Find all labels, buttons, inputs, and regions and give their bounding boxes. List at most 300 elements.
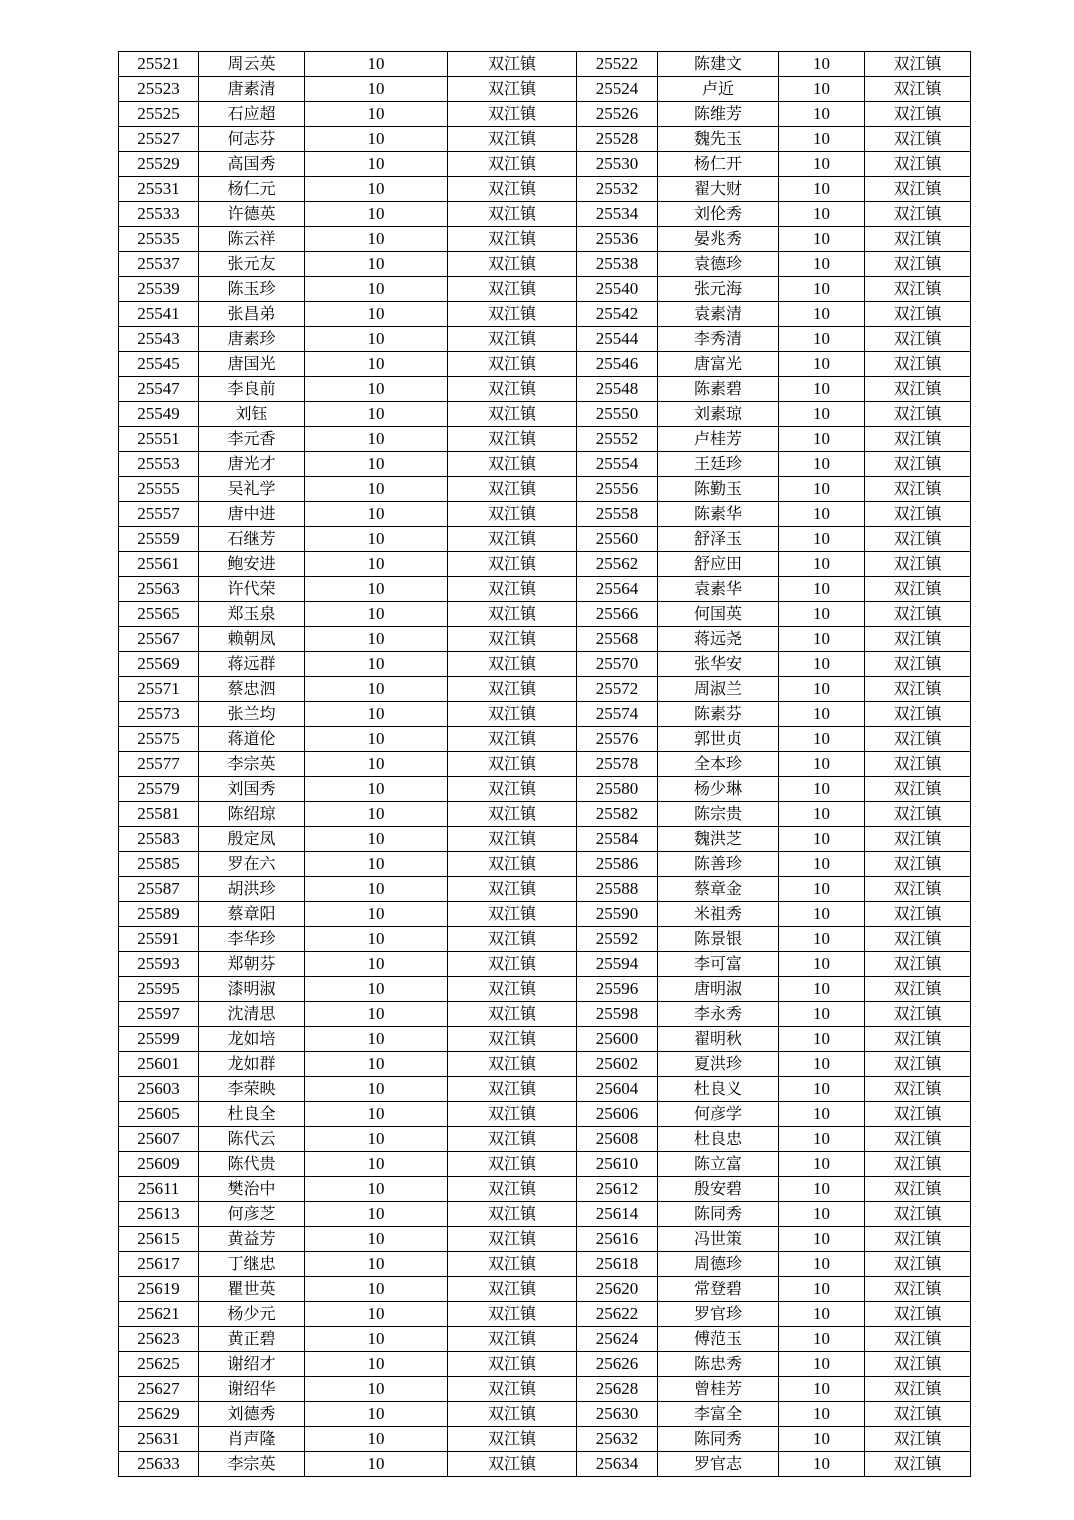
amount-cell: 10 (305, 352, 448, 377)
record-number-cell: 25545 (119, 352, 199, 377)
person-name-cell: 蒋远群 (199, 652, 305, 677)
table-row (119, 602, 971, 627)
amount-cell: 10 (305, 577, 448, 602)
amount-cell: 10 (305, 752, 448, 777)
register-table (118, 51, 971, 1477)
person-name-cell: 周德珍 (658, 1252, 779, 1277)
person-name-cell: 陈建文 (658, 52, 779, 77)
town-cell: 双江镇 (448, 402, 577, 427)
town-cell: 双江镇 (448, 952, 577, 977)
town-cell: 双江镇 (865, 877, 971, 902)
amount-cell: 10 (779, 652, 865, 677)
record-number-cell: 25593 (119, 952, 199, 977)
table-row (119, 802, 971, 827)
person-name-cell: 曾桂芳 (658, 1377, 779, 1402)
amount-cell: 10 (305, 902, 448, 927)
table-row (119, 752, 971, 777)
town-cell: 双江镇 (448, 652, 577, 677)
record-number-cell: 25584 (577, 827, 658, 852)
table-row (119, 577, 971, 602)
town-cell: 双江镇 (448, 1427, 577, 1452)
amount-cell: 10 (305, 927, 448, 952)
record-number-cell: 25576 (577, 727, 658, 752)
person-name-cell: 何志芬 (199, 127, 305, 152)
town-cell: 双江镇 (865, 752, 971, 777)
town-cell: 双江镇 (865, 652, 971, 677)
person-name-cell: 赖朝凤 (199, 627, 305, 652)
person-name-cell: 张元海 (658, 277, 779, 302)
amount-cell: 10 (305, 227, 448, 252)
person-name-cell: 李元香 (199, 427, 305, 452)
town-cell: 双江镇 (865, 127, 971, 152)
person-name-cell: 舒泽玉 (658, 527, 779, 552)
town-cell: 双江镇 (865, 227, 971, 252)
record-number-cell: 25578 (577, 752, 658, 777)
person-name-cell: 郭世贞 (658, 727, 779, 752)
town-cell: 双江镇 (865, 727, 971, 752)
town-cell: 双江镇 (865, 1052, 971, 1077)
town-cell: 双江镇 (865, 1227, 971, 1252)
town-cell: 双江镇 (448, 1402, 577, 1427)
town-cell: 双江镇 (448, 902, 577, 927)
town-cell: 双江镇 (448, 352, 577, 377)
amount-cell: 10 (305, 477, 448, 502)
record-number-cell: 25616 (577, 1227, 658, 1252)
amount-cell: 10 (305, 1252, 448, 1277)
person-name-cell: 张华安 (658, 652, 779, 677)
record-number-cell: 25534 (577, 202, 658, 227)
record-number-cell: 25582 (577, 802, 658, 827)
amount-cell: 10 (779, 352, 865, 377)
person-name-cell: 杨少元 (199, 1302, 305, 1327)
person-name-cell: 卢近 (658, 77, 779, 102)
table-row (119, 502, 971, 527)
table-row (119, 677, 971, 702)
town-cell: 双江镇 (865, 602, 971, 627)
record-number-cell: 25569 (119, 652, 199, 677)
amount-cell: 10 (779, 377, 865, 402)
person-name-cell: 刘伦秀 (658, 202, 779, 227)
record-number-cell: 25627 (119, 1377, 199, 1402)
person-name-cell: 石继芳 (199, 527, 305, 552)
record-number-cell: 25552 (577, 427, 658, 452)
town-cell: 双江镇 (448, 452, 577, 477)
table-row (119, 902, 971, 927)
table-row (119, 627, 971, 652)
amount-cell: 10 (305, 952, 448, 977)
town-cell: 双江镇 (448, 1277, 577, 1302)
record-number-cell: 25601 (119, 1052, 199, 1077)
record-number-cell: 25606 (577, 1102, 658, 1127)
record-number-cell: 25587 (119, 877, 199, 902)
town-cell: 双江镇 (865, 1402, 971, 1427)
town-cell: 双江镇 (448, 927, 577, 952)
person-name-cell: 杜良义 (658, 1077, 779, 1102)
table-row (119, 1002, 971, 1027)
amount-cell: 10 (779, 777, 865, 802)
town-cell: 双江镇 (448, 477, 577, 502)
person-name-cell: 晏兆秀 (658, 227, 779, 252)
record-number-cell: 25528 (577, 127, 658, 152)
amount-cell: 10 (779, 302, 865, 327)
record-number-cell: 25559 (119, 527, 199, 552)
record-number-cell: 25585 (119, 852, 199, 877)
table-row (119, 1227, 971, 1252)
record-number-cell: 25617 (119, 1252, 199, 1277)
amount-cell: 10 (305, 1202, 448, 1227)
amount-cell: 10 (779, 752, 865, 777)
amount-cell: 10 (305, 1052, 448, 1077)
amount-cell: 10 (305, 152, 448, 177)
amount-cell: 10 (779, 952, 865, 977)
amount-cell: 10 (305, 502, 448, 527)
record-number-cell: 25530 (577, 152, 658, 177)
person-name-cell: 龙如培 (199, 1027, 305, 1052)
amount-cell: 10 (779, 227, 865, 252)
person-name-cell: 陈玉珍 (199, 277, 305, 302)
record-number-cell: 25548 (577, 377, 658, 402)
amount-cell: 10 (779, 552, 865, 577)
town-cell: 双江镇 (448, 852, 577, 877)
amount-cell: 10 (779, 1127, 865, 1152)
record-number-cell: 25580 (577, 777, 658, 802)
amount-cell: 10 (779, 1152, 865, 1177)
amount-cell: 10 (779, 877, 865, 902)
record-number-cell: 25537 (119, 252, 199, 277)
town-cell: 双江镇 (448, 277, 577, 302)
person-name-cell: 李富全 (658, 1402, 779, 1427)
table-row (119, 352, 971, 377)
town-cell: 双江镇 (448, 127, 577, 152)
person-name-cell: 谢绍华 (199, 1377, 305, 1402)
town-cell: 双江镇 (448, 177, 577, 202)
amount-cell: 10 (305, 1027, 448, 1052)
town-cell: 双江镇 (865, 327, 971, 352)
town-cell: 双江镇 (865, 1102, 971, 1127)
amount-cell: 10 (305, 1127, 448, 1152)
record-number-cell: 25630 (577, 1402, 658, 1427)
amount-cell: 10 (779, 427, 865, 452)
amount-cell: 10 (305, 727, 448, 752)
person-name-cell: 杜良忠 (658, 1127, 779, 1152)
record-number-cell: 25600 (577, 1027, 658, 1052)
town-cell: 双江镇 (448, 1327, 577, 1352)
amount-cell: 10 (779, 1027, 865, 1052)
record-number-cell: 25612 (577, 1177, 658, 1202)
person-name-cell: 许代荣 (199, 577, 305, 602)
table-row (119, 1102, 971, 1127)
table-row (119, 1402, 971, 1427)
amount-cell: 10 (779, 527, 865, 552)
amount-cell: 10 (305, 302, 448, 327)
town-cell: 双江镇 (865, 527, 971, 552)
town-cell: 双江镇 (865, 977, 971, 1002)
record-number-cell: 25562 (577, 552, 658, 577)
record-number-cell: 25575 (119, 727, 199, 752)
record-number-cell: 25605 (119, 1102, 199, 1127)
record-number-cell: 25626 (577, 1352, 658, 1377)
town-cell: 双江镇 (448, 77, 577, 102)
amount-cell: 10 (779, 152, 865, 177)
person-name-cell: 陈同秀 (658, 1202, 779, 1227)
town-cell: 双江镇 (865, 777, 971, 802)
record-number-cell: 25568 (577, 627, 658, 652)
register-sheet (118, 51, 970, 1477)
record-number-cell: 25619 (119, 1277, 199, 1302)
town-cell: 双江镇 (448, 377, 577, 402)
table-row (119, 552, 971, 577)
person-name-cell: 周淑兰 (658, 677, 779, 702)
record-number-cell: 25570 (577, 652, 658, 677)
person-name-cell: 陈勤玉 (658, 477, 779, 502)
town-cell: 双江镇 (865, 52, 971, 77)
person-name-cell: 陈立富 (658, 1152, 779, 1177)
town-cell: 双江镇 (448, 427, 577, 452)
town-cell: 双江镇 (865, 1302, 971, 1327)
record-number-cell: 25621 (119, 1302, 199, 1327)
town-cell: 双江镇 (865, 177, 971, 202)
record-number-cell: 25535 (119, 227, 199, 252)
town-cell: 双江镇 (865, 377, 971, 402)
record-number-cell: 25571 (119, 677, 199, 702)
record-number-cell: 25631 (119, 1427, 199, 1452)
record-number-cell: 25588 (577, 877, 658, 902)
town-cell: 双江镇 (865, 927, 971, 952)
record-number-cell: 25586 (577, 852, 658, 877)
record-number-cell: 25563 (119, 577, 199, 602)
person-name-cell: 杨少琳 (658, 777, 779, 802)
amount-cell: 10 (779, 902, 865, 927)
amount-cell: 10 (305, 402, 448, 427)
table-row (119, 302, 971, 327)
person-name-cell: 黄正碧 (199, 1327, 305, 1352)
person-name-cell: 傅范玉 (658, 1327, 779, 1352)
record-number-cell: 25625 (119, 1352, 199, 1377)
person-name-cell: 蔡忠泗 (199, 677, 305, 702)
record-number-cell: 25614 (577, 1202, 658, 1227)
table-row (119, 152, 971, 177)
town-cell: 双江镇 (448, 1027, 577, 1052)
town-cell: 双江镇 (865, 452, 971, 477)
record-number-cell: 25633 (119, 1452, 199, 1477)
record-number-cell: 25543 (119, 327, 199, 352)
amount-cell: 10 (305, 127, 448, 152)
amount-cell: 10 (779, 1177, 865, 1202)
town-cell: 双江镇 (865, 1177, 971, 1202)
amount-cell: 10 (305, 52, 448, 77)
town-cell: 双江镇 (448, 1227, 577, 1252)
person-name-cell: 杜良全 (199, 1102, 305, 1127)
record-number-cell: 25536 (577, 227, 658, 252)
record-number-cell: 25555 (119, 477, 199, 502)
town-cell: 双江镇 (448, 827, 577, 852)
table-row (119, 252, 971, 277)
amount-cell: 10 (779, 627, 865, 652)
amount-cell: 10 (779, 827, 865, 852)
town-cell: 双江镇 (448, 1202, 577, 1227)
amount-cell: 10 (779, 1052, 865, 1077)
record-number-cell: 25566 (577, 602, 658, 627)
town-cell: 双江镇 (448, 627, 577, 652)
town-cell: 双江镇 (448, 577, 577, 602)
town-cell: 双江镇 (865, 827, 971, 852)
town-cell: 双江镇 (448, 152, 577, 177)
town-cell: 双江镇 (865, 677, 971, 702)
town-cell: 双江镇 (865, 152, 971, 177)
record-number-cell: 25557 (119, 502, 199, 527)
town-cell: 双江镇 (865, 502, 971, 527)
record-number-cell: 25525 (119, 102, 199, 127)
record-number-cell: 25595 (119, 977, 199, 1002)
person-name-cell: 张兰均 (199, 702, 305, 727)
amount-cell: 10 (779, 327, 865, 352)
table-row (119, 77, 971, 102)
person-name-cell: 全本珍 (658, 752, 779, 777)
record-number-cell: 25615 (119, 1227, 199, 1252)
record-number-cell: 25591 (119, 927, 199, 952)
record-number-cell: 25567 (119, 627, 199, 652)
table-row (119, 1277, 971, 1302)
table-row (119, 852, 971, 877)
person-name-cell: 唐中进 (199, 502, 305, 527)
record-number-cell: 25623 (119, 1327, 199, 1352)
amount-cell: 10 (305, 1077, 448, 1102)
amount-cell: 10 (305, 327, 448, 352)
person-name-cell: 瞿世英 (199, 1277, 305, 1302)
person-name-cell: 翟明秋 (658, 1027, 779, 1052)
town-cell: 双江镇 (865, 902, 971, 927)
amount-cell: 10 (305, 702, 448, 727)
person-name-cell: 袁德珍 (658, 252, 779, 277)
record-number-cell: 25602 (577, 1052, 658, 1077)
town-cell: 双江镇 (865, 952, 971, 977)
town-cell: 双江镇 (448, 1452, 577, 1477)
amount-cell: 10 (305, 1102, 448, 1127)
amount-cell: 10 (779, 1352, 865, 1377)
amount-cell: 10 (305, 852, 448, 877)
table-row (119, 827, 971, 852)
record-number-cell: 25560 (577, 527, 658, 552)
town-cell: 双江镇 (448, 1152, 577, 1177)
table-row (119, 227, 971, 252)
amount-cell: 10 (305, 427, 448, 452)
record-number-cell: 25574 (577, 702, 658, 727)
amount-cell: 10 (779, 1427, 865, 1452)
amount-cell: 10 (305, 1227, 448, 1252)
person-name-cell: 刘素琼 (658, 402, 779, 427)
person-name-cell: 刘德秀 (199, 1402, 305, 1427)
record-number-cell: 25546 (577, 352, 658, 377)
person-name-cell: 陈代云 (199, 1127, 305, 1152)
town-cell: 双江镇 (865, 1252, 971, 1277)
record-number-cell: 25541 (119, 302, 199, 327)
town-cell: 双江镇 (448, 602, 577, 627)
table-row (119, 277, 971, 302)
town-cell: 双江镇 (448, 1302, 577, 1327)
register-body (119, 52, 971, 1477)
table-row (119, 1427, 971, 1452)
person-name-cell: 唐光才 (199, 452, 305, 477)
person-name-cell: 卢桂芳 (658, 427, 779, 452)
table-row (119, 877, 971, 902)
amount-cell: 10 (779, 1402, 865, 1427)
amount-cell: 10 (305, 452, 448, 477)
amount-cell: 10 (305, 1002, 448, 1027)
town-cell: 双江镇 (448, 727, 577, 752)
amount-cell: 10 (305, 827, 448, 852)
amount-cell: 10 (305, 1427, 448, 1452)
record-number-cell: 25577 (119, 752, 199, 777)
town-cell: 双江镇 (448, 527, 577, 552)
record-number-cell: 25572 (577, 677, 658, 702)
person-name-cell: 舒应田 (658, 552, 779, 577)
person-name-cell: 陈素芬 (658, 702, 779, 727)
amount-cell: 10 (305, 102, 448, 127)
amount-cell: 10 (779, 277, 865, 302)
amount-cell: 10 (779, 1452, 865, 1477)
table-row (119, 702, 971, 727)
town-cell: 双江镇 (865, 852, 971, 877)
town-cell: 双江镇 (448, 227, 577, 252)
table-row (119, 402, 971, 427)
table-row (119, 452, 971, 477)
person-name-cell: 陈善珍 (658, 852, 779, 877)
person-name-cell: 夏洪珍 (658, 1052, 779, 1077)
person-name-cell: 陈宗贵 (658, 802, 779, 827)
town-cell: 双江镇 (865, 302, 971, 327)
record-number-cell: 25523 (119, 77, 199, 102)
town-cell: 双江镇 (448, 202, 577, 227)
person-name-cell: 谢绍才 (199, 1352, 305, 1377)
table-row (119, 1202, 971, 1227)
amount-cell: 10 (779, 1102, 865, 1127)
person-name-cell: 张昌弟 (199, 302, 305, 327)
person-name-cell: 胡洪珍 (199, 877, 305, 902)
record-number-cell: 25561 (119, 552, 199, 577)
person-name-cell: 沈清思 (199, 1002, 305, 1027)
person-name-cell: 杨仁元 (199, 177, 305, 202)
person-name-cell: 张元友 (199, 252, 305, 277)
table-row (119, 1377, 971, 1402)
record-number-cell: 25553 (119, 452, 199, 477)
town-cell: 双江镇 (448, 802, 577, 827)
town-cell: 双江镇 (865, 1077, 971, 1102)
amount-cell: 10 (305, 1327, 448, 1352)
record-number-cell: 25596 (577, 977, 658, 1002)
person-name-cell: 唐素清 (199, 77, 305, 102)
person-name-cell: 刘国秀 (199, 777, 305, 802)
amount-cell: 10 (305, 802, 448, 827)
record-number-cell: 25556 (577, 477, 658, 502)
table-row (119, 1127, 971, 1152)
amount-cell: 10 (779, 702, 865, 727)
town-cell: 双江镇 (865, 427, 971, 452)
table-row (119, 102, 971, 127)
person-name-cell: 樊治中 (199, 1177, 305, 1202)
person-name-cell: 何国英 (658, 602, 779, 627)
record-number-cell: 25549 (119, 402, 199, 427)
record-number-cell: 25531 (119, 177, 199, 202)
person-name-cell: 李宗英 (199, 1452, 305, 1477)
record-number-cell: 25564 (577, 577, 658, 602)
table-row (119, 1352, 971, 1377)
record-number-cell: 25532 (577, 177, 658, 202)
town-cell: 双江镇 (448, 1252, 577, 1277)
record-number-cell: 25558 (577, 502, 658, 527)
town-cell: 双江镇 (448, 502, 577, 527)
amount-cell: 10 (779, 127, 865, 152)
town-cell: 双江镇 (865, 552, 971, 577)
